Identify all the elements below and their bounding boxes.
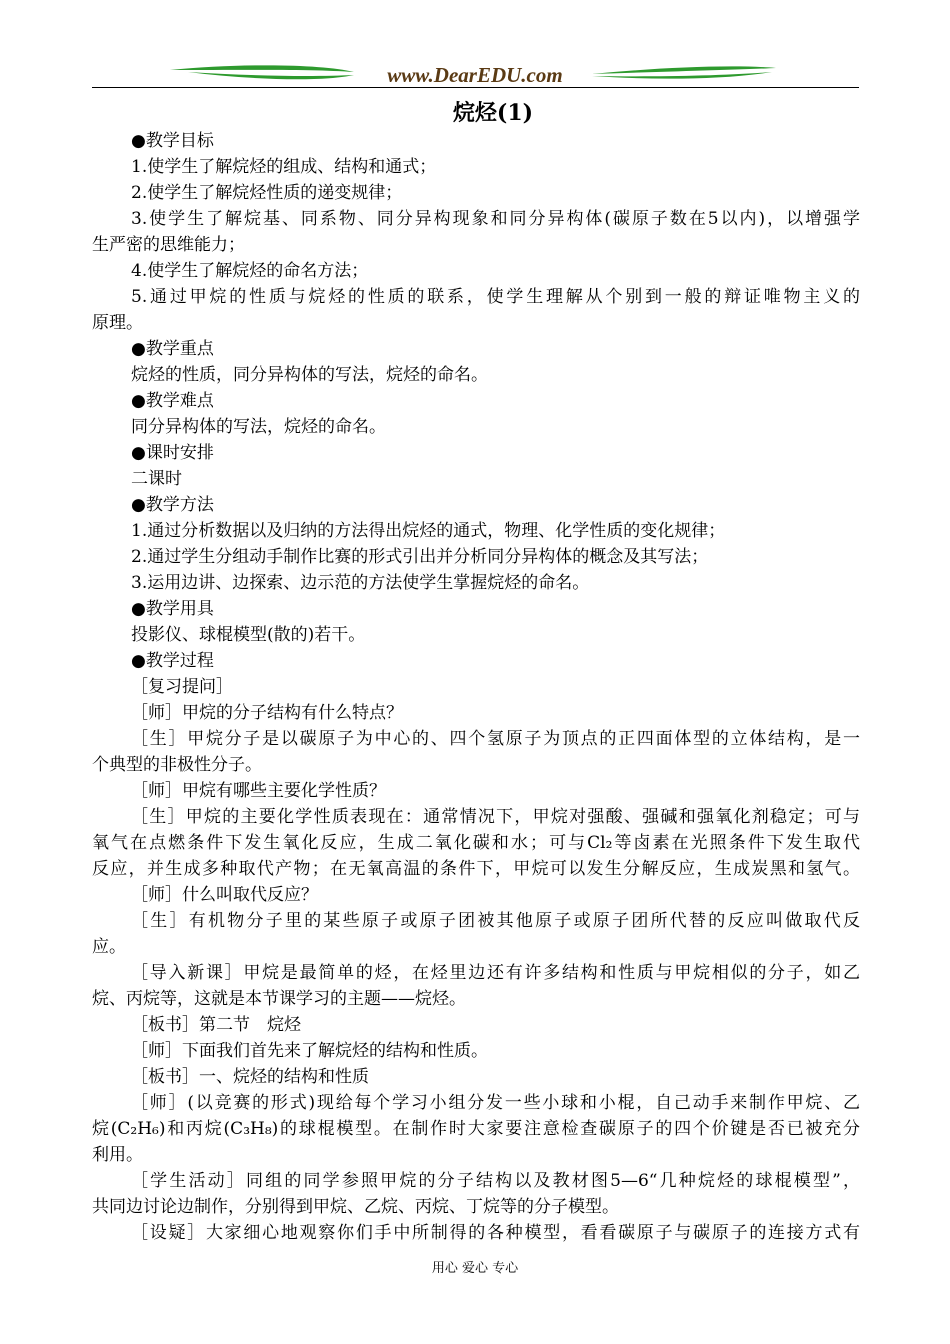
banner-left-swoosh [170, 65, 354, 72]
text-line: 1.通过分析数据以及归纳的方法得出烷烃的通式，物理、化学性质的变化规律； [131, 521, 726, 541]
text-line: 应。 [92, 937, 126, 957]
text-line: 烷、丙烷等，这就是本节课学习的主题——烷烃。 [92, 989, 466, 1009]
text-line: ［设疑］大家细心地观察你们手中所制得的各种模型，看看碳原子与碳原子的连接方式有 [131, 1223, 860, 1243]
text-line: ［师］甲烷有哪些主要化学性质？ [131, 781, 386, 801]
text-line: 2.通过学生分组动手制作比赛的形式引出并分析同分异构体的概念及其写法； [131, 547, 709, 567]
text-line: 氧气在点燃条件下发生氧化反应，生成二氧化碳和水；可与Cl₂等卤素在光照条件下发生取代 [92, 833, 860, 853]
document-title: 烷烃(1) [452, 100, 534, 126]
text-line: ●教学重点 [131, 339, 214, 359]
text-line: ●教学用具 [131, 599, 214, 619]
text-line: ●教学难点 [131, 391, 214, 411]
text-line: ●课时安排 [131, 443, 214, 463]
text-line: 5.通过甲烷的性质与烷烃的性质的联系，使学生理解从个别到一般的辩证唯物主义的 [131, 287, 860, 307]
text-line: ［生］有机物分子里的某些原子或原子团被其他原子或原子团所代替的反应叫做取代反 [131, 911, 860, 931]
text-line: ［复习提问］ [131, 677, 233, 697]
text-line: 二课时 [131, 469, 182, 489]
page-footer: 用心 爱心 专心 [431, 1261, 519, 1276]
text-line: 生严密的思维能力； [92, 235, 245, 255]
banner-left-swoosh-lower [188, 72, 354, 79]
text-line: 2.使学生了解烷烃性质的递变规律； [131, 183, 403, 203]
text-line: ●教学方法 [131, 495, 214, 515]
text-line: 反应，并生成多种取代产物；在无氧高温的条件下，甲烷可以发生分解反应，生成炭黑和氢气。 [92, 859, 860, 879]
text-line: 4.使学生了解烷烃的命名方法； [131, 261, 369, 281]
text-line: 个典型的非极性分子。 [92, 755, 262, 775]
text-line: ［师］下面我们首先来了解烷烃的结构和性质。 [131, 1041, 488, 1061]
text-line: ●教学目标 [131, 131, 214, 151]
text-line: 3.使学生了解烷基、同系物、同分异构现象和同分异构体(碳原子数在5以内)，以增强学 [131, 209, 860, 229]
text-line: ［导入新课］甲烷是最简单的烃，在烃里边还有许多结构和性质与甲烷相似的分子，如乙 [131, 963, 860, 983]
text-line: ［生］甲烷分子是以碳原子为中心的、四个氢原子为顶点的正四面体型的立体结构，是一 [131, 729, 860, 749]
text-line: 投影仪、球棍模型(散的)若干。 [131, 625, 366, 645]
text-line: 共同边讨论边制作，分别得到甲烷、乙烷、丙烷、丁烷等的分子模型。 [92, 1197, 619, 1217]
text-line: 烷烃的性质，同分异构体的写法，烷烃的命名。 [131, 365, 488, 385]
header-rule [92, 87, 859, 88]
text-line: 同分异构体的写法，烷烃的命名。 [131, 417, 386, 437]
text-line: ［板书］第二节 烷烃 [131, 1015, 301, 1035]
text-line: ［师］(以竞赛的形式)现给每个学习小组分发一些小球和小棍，自己动手来制作甲烷、乙 [131, 1093, 860, 1113]
site-logo: www.DearEDU.com [387, 63, 563, 87]
text-line: ［师］甲烷的分子结构有什么特点？ [131, 703, 403, 723]
text-line: ［学生活动］同组的同学参照甲烷的分子结构以及教材图5—6“几种烷烃的球棍模型”， [131, 1171, 860, 1191]
text-line: 烷(C₂H₆)和丙烷(C₃H₈)的球棍模型。在制作时大家要注意检查碳原子的四个价键是否已被充分 [92, 1119, 860, 1139]
text-line: ●教学过程 [131, 651, 214, 671]
text-line: ［板书］一、烷烃的结构和性质 [131, 1067, 369, 1087]
text-line: ［师］什么叫取代反应？ [131, 885, 318, 905]
text-line: ［生］甲烷的主要化学性质表现在：通常情况下，甲烷对强酸、强碱和强氧化剂稳定；可与 [131, 807, 860, 827]
banner-right-swoosh [592, 66, 776, 74]
text-line: 原理。 [92, 313, 143, 333]
text-line: 3.运用边讲、边探索、边示范的方法使学生掌握烷烃的命名。 [131, 573, 590, 593]
text-line: 1.使学生了解烷烃的组成、结构和通式； [131, 157, 437, 177]
text-line: 利用。 [92, 1145, 143, 1165]
